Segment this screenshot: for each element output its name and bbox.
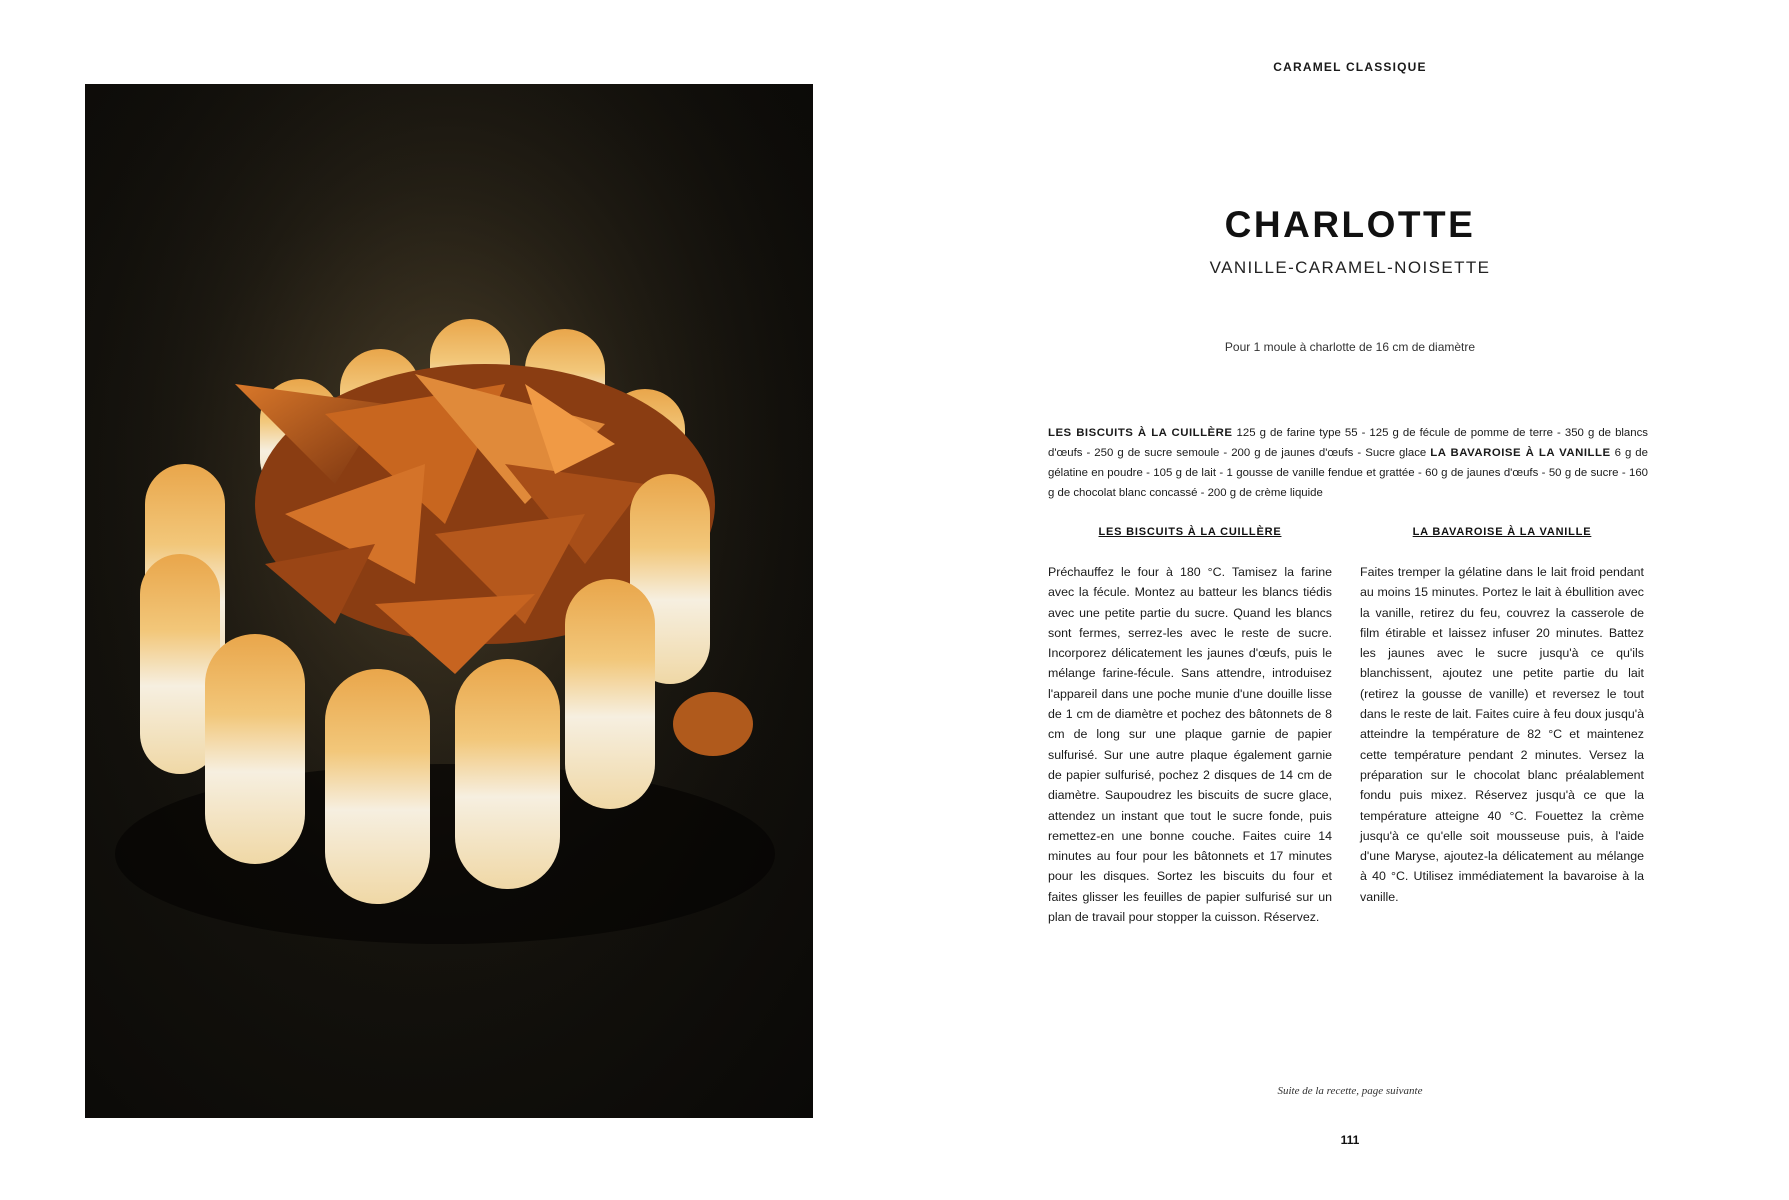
method-heading-bavaroise: LA BAVAROISE À LA VANILLE — [1412, 526, 1592, 538]
page-number: 111 — [1340, 1133, 1360, 1147]
charlotte-cake-photo — [85, 84, 813, 1118]
recipe-page — [1000, 0, 1789, 1200]
recipe-subtitle: VANILLE-CARAMEL-NOISETTE — [1209, 258, 1491, 277]
ingredients-text-bavaroise: 6 g de gélatine en poudre - 105 g de lait - 1 gousse de vanille fendue et grattée - 60 g de jaunes d'œufs - 50 g de sucre - 160 g de chocolat blanc concassé - 200 g de crème liquide — [1048, 447, 1648, 499]
recipe-title: CHARLOTTE — [1224, 204, 1476, 245]
running-head: CARAMEL CLASSIQUE — [1273, 60, 1427, 74]
method-column-bavaroise — [1360, 526, 1644, 907]
ingredients-list — [1048, 423, 1648, 503]
caramel-drop — [673, 692, 753, 756]
continued-note: Suite de la recette, page suivante — [1277, 1085, 1423, 1097]
ingredients-label-bavaroise: LA BAVAROISE À LA VANILLE — [1430, 447, 1611, 459]
ingredients-label-biscuits: LES BISCUITS À LA CUILLÈRE — [1048, 427, 1233, 439]
cake-illustration — [85, 84, 813, 1118]
front-biscuits — [205, 634, 560, 904]
method-column-biscuits — [1048, 526, 1332, 927]
method-text-biscuits: Préchauffez le four à 180 °C. Tamisez la farine avec la fécule. Montez au batteur les blancs tiédis avec une petite partie du sucre. Quand les blancs sont fermes, serrez-les avec le reste de sucre. Incorporez délicatement les jaunes d'œufs, puis le mélange farine-fécule. Sans attendre, introduisez l'appareil dans une poche munie d'une douille lisse de 1 cm de diamètre et pochez des bâtonnets de 8 cm de long sur une plaque garnie de papier sulfurisé. Sur une autre plaque également garnie de papier sulfurisé, pochez 2 disques de 14 cm de diamètre. Saupoudrez les biscuits de sucre glace, attendez un instant que tout le sucre fonde, puis remettez-en une bonne couche. Faites cuire 14 minutes au four pour les bâtonnets et 17 minutes pour les disques. Sortez les biscuits du four et faites glisser les feuilles de papier sulfurisé sur un plan de travail pour stopper la cuisson. Réservez. — [1048, 565, 1332, 925]
ingredients-text-biscuits: 125 g de farine type 55 - 125 g de fécule de pomme de terre - 350 g de blancs d'œufs - 250 g de sucre semoule - 200 g de jaunes d'œufs - Sucre glace — [1048, 427, 1648, 459]
serving-info: Pour 1 moule à charlotte de 16 cm de diamètre — [1224, 340, 1476, 354]
method-heading-biscuits: LES BISCUITS À LA CUILLÈRE — [1098, 526, 1282, 538]
method-text-bavaroise: Faites tremper la gélatine dans le lait froid pendant au moins 15 minutes. Portez le lait à ébullition avec la vanille, retirez du feu, couvrez la casserole de film étirable et laissez infuser 20 minutes. Battez les jaunes avec le sucre jusqu'à ce qu'ils blanchissent, ajoutez une petite partie du lait (retirez la gousse de vanille) et reversez le tout dans le reste de lait. Faites cuire à feu doux jusqu'à atteindre la température de 82 °C et maintenez cette température pendant 2 minutes. Versez la préparation sur le chocolat blanc préalablement fondu puis mixez. Réservez jusqu'à ce que la température atteigne 40 °C. Fouettez la crème jusqu'à ce qu'elle soit mousseuse puis, à l'aide d'une Maryse, ajoutez-la délicatement au mélange à 40 °C. Utilisez immédiatement la bavaroise à la vanille. — [1360, 565, 1644, 904]
